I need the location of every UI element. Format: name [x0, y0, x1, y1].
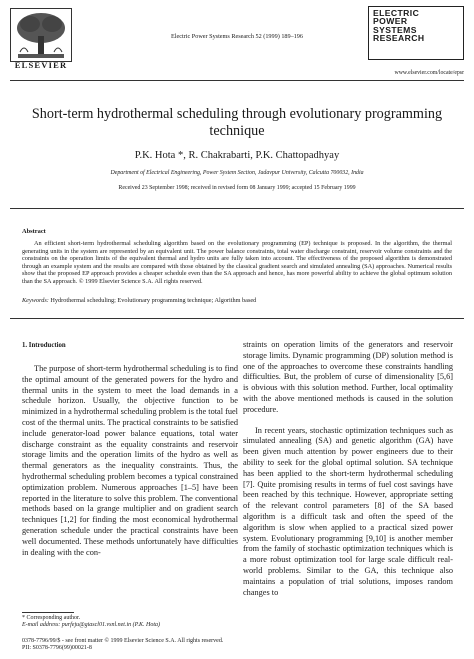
- abstract-top-rule: [10, 208, 464, 209]
- section-heading: 1. Introduction: [22, 342, 66, 349]
- intro-left-column: The purpose of short-term hydrothermal scheduling is to find the optimal amount of the generated powers for the hydro and thermal units in the system to meet the load demands in a schedule horizon. Usually, the objective function to be minimized in a hydrothermal scheduling problem is the total fuel cost of the thermal units. The practical constraints to be satisfied include generator-load power balance equations, total water discharge constraint as the equality constraints and reservoir storage limits and the operation limits of the hydro as well as thermal generators as the inequality constraints. Thus, the hydrothermal scheduling problem becomes a typical constrained optimization problem. Numerous approaches [1–5] have been reported in the literature to solve this problem. The conventional methods based on la grange multiplier and on gradient search techniques [1,2] for finding the most economical hydrothermal generation schedule under the practical constraints have been well documented. These methods unfortunately have difficulties in dealing with the con-: [22, 364, 238, 557]
- front-matter: [22, 638, 223, 653]
- keywords-label: Keywords:: [22, 297, 49, 304]
- intro-right-column: [243, 340, 453, 598]
- article-authors: P.K. Hota *, R. Chakrabarti, P.K. Chattopadhyay: [134, 150, 340, 161]
- footnote-corresponding: * Corresponding author.: [22, 615, 81, 621]
- journal-logo-line: RESEARCH: [373, 33, 425, 44]
- issn-line: 0378-7796/99/$ - see front matter © 1999 Elsevier Science S.A. All rights reserved.: [22, 638, 224, 644]
- publisher-name: ELSEVIER: [14, 60, 68, 70]
- journal-logo-line: SYSTEMS: [373, 24, 417, 35]
- abstract-bottom-rule: [10, 318, 464, 319]
- article-affiliation: Department of Electrical Engineering, Power System Section, Jadavpur University, Calcutta 700032, India: [110, 170, 364, 176]
- intro-right-paragraph: In recent years, stochastic optimization techniques such as simulated annealing (SA) and genetic algorithm (GA) have been given much attention by power engineers due to their ability to seek for the global optimal solution. SA technique has been applied to the short-term hydrothermal scheduling [7]. Quite promising results in terms of fuel cost savings have been reached by this technique. However, appropriate setting of the relevant control parameters [8] of the SA based algorithm is a difficult task and often the speed of the algorithm is slow when applied to a practical sized power system. Evolutionary programming [9,10] is another member from the family of stochastic optimization techniques which is a more robust optimization tool for large scale difficult real-world problems. Similar to the GA, this technique also maintains a population of trial solutions, imposes random changes to: [243, 425, 453, 597]
- footnote-email: E-mail address: purfeju@giascl01.vsnl.net.in (P.K. Hota): [22, 622, 161, 629]
- article-dates: Received 23 September 1998; received in revised form 08 January 1999; accepted 15 February 1999: [118, 185, 356, 191]
- journal-citation: Electric Power Systems Research 52 (1999) 189–196: [171, 33, 303, 40]
- footnote-rule: [22, 612, 74, 613]
- intro-right-paragraph: straints on operation limits of the generators and reservoir storage limits. Dynamic programming (DP) solution method is one of the approaches to overcome these constraints handling difficulties. But, the problem of curse of dimensionality [5,6] is obvious with this solution method. Further, local optimality with the above mentioned methods is caused in the solution procedure.: [243, 340, 453, 414]
- header-rule: [10, 80, 464, 81]
- pii-line: PII: S0378-7796(99)00021-8: [22, 645, 92, 652]
- journal-logo: [368, 6, 464, 60]
- journal-logo-line: POWER: [373, 16, 408, 27]
- keywords: [22, 297, 452, 304]
- journal-url: www.elsevier.com/locate/epsr: [394, 70, 464, 76]
- keywords-text: Hydrothermal scheduling; Evolutionary programming technique; Algorithm based: [50, 297, 257, 304]
- journal-logo-line: ELECTRIC: [373, 8, 420, 18]
- footnote: [22, 615, 160, 630]
- article-title: Short-term hydrothermal scheduling through evolutionary programming technique: [31, 106, 443, 139]
- abstract-text: An efficient short-term hydrothermal scheduling algorithm based on the evolutionary programming (EP) technique is proposed. In the algorithm, the thermal generating units in the system are represented by an equivalent unit. The power balance constraints, total water discharge constraint, reservoir volume constraints and the constraints on the operation limits of the equivalent thermal and hydro units are fully taken into account. The effectiveness of the proposed algorithm is demonstrated through an example system and the results are compared with those obtained by the classical gradient search and simulated annealing (SA) approaches. Numerical results show that the proposed EP approach provides a cheaper schedule even than the SA approach and hence, has more powerful ability to achieve the global optimum solution than the SA approach. © 1999 Elsevier Science S.A. All rights reserved.: [22, 240, 452, 285]
- abstract-heading: Abstract: [22, 228, 46, 235]
